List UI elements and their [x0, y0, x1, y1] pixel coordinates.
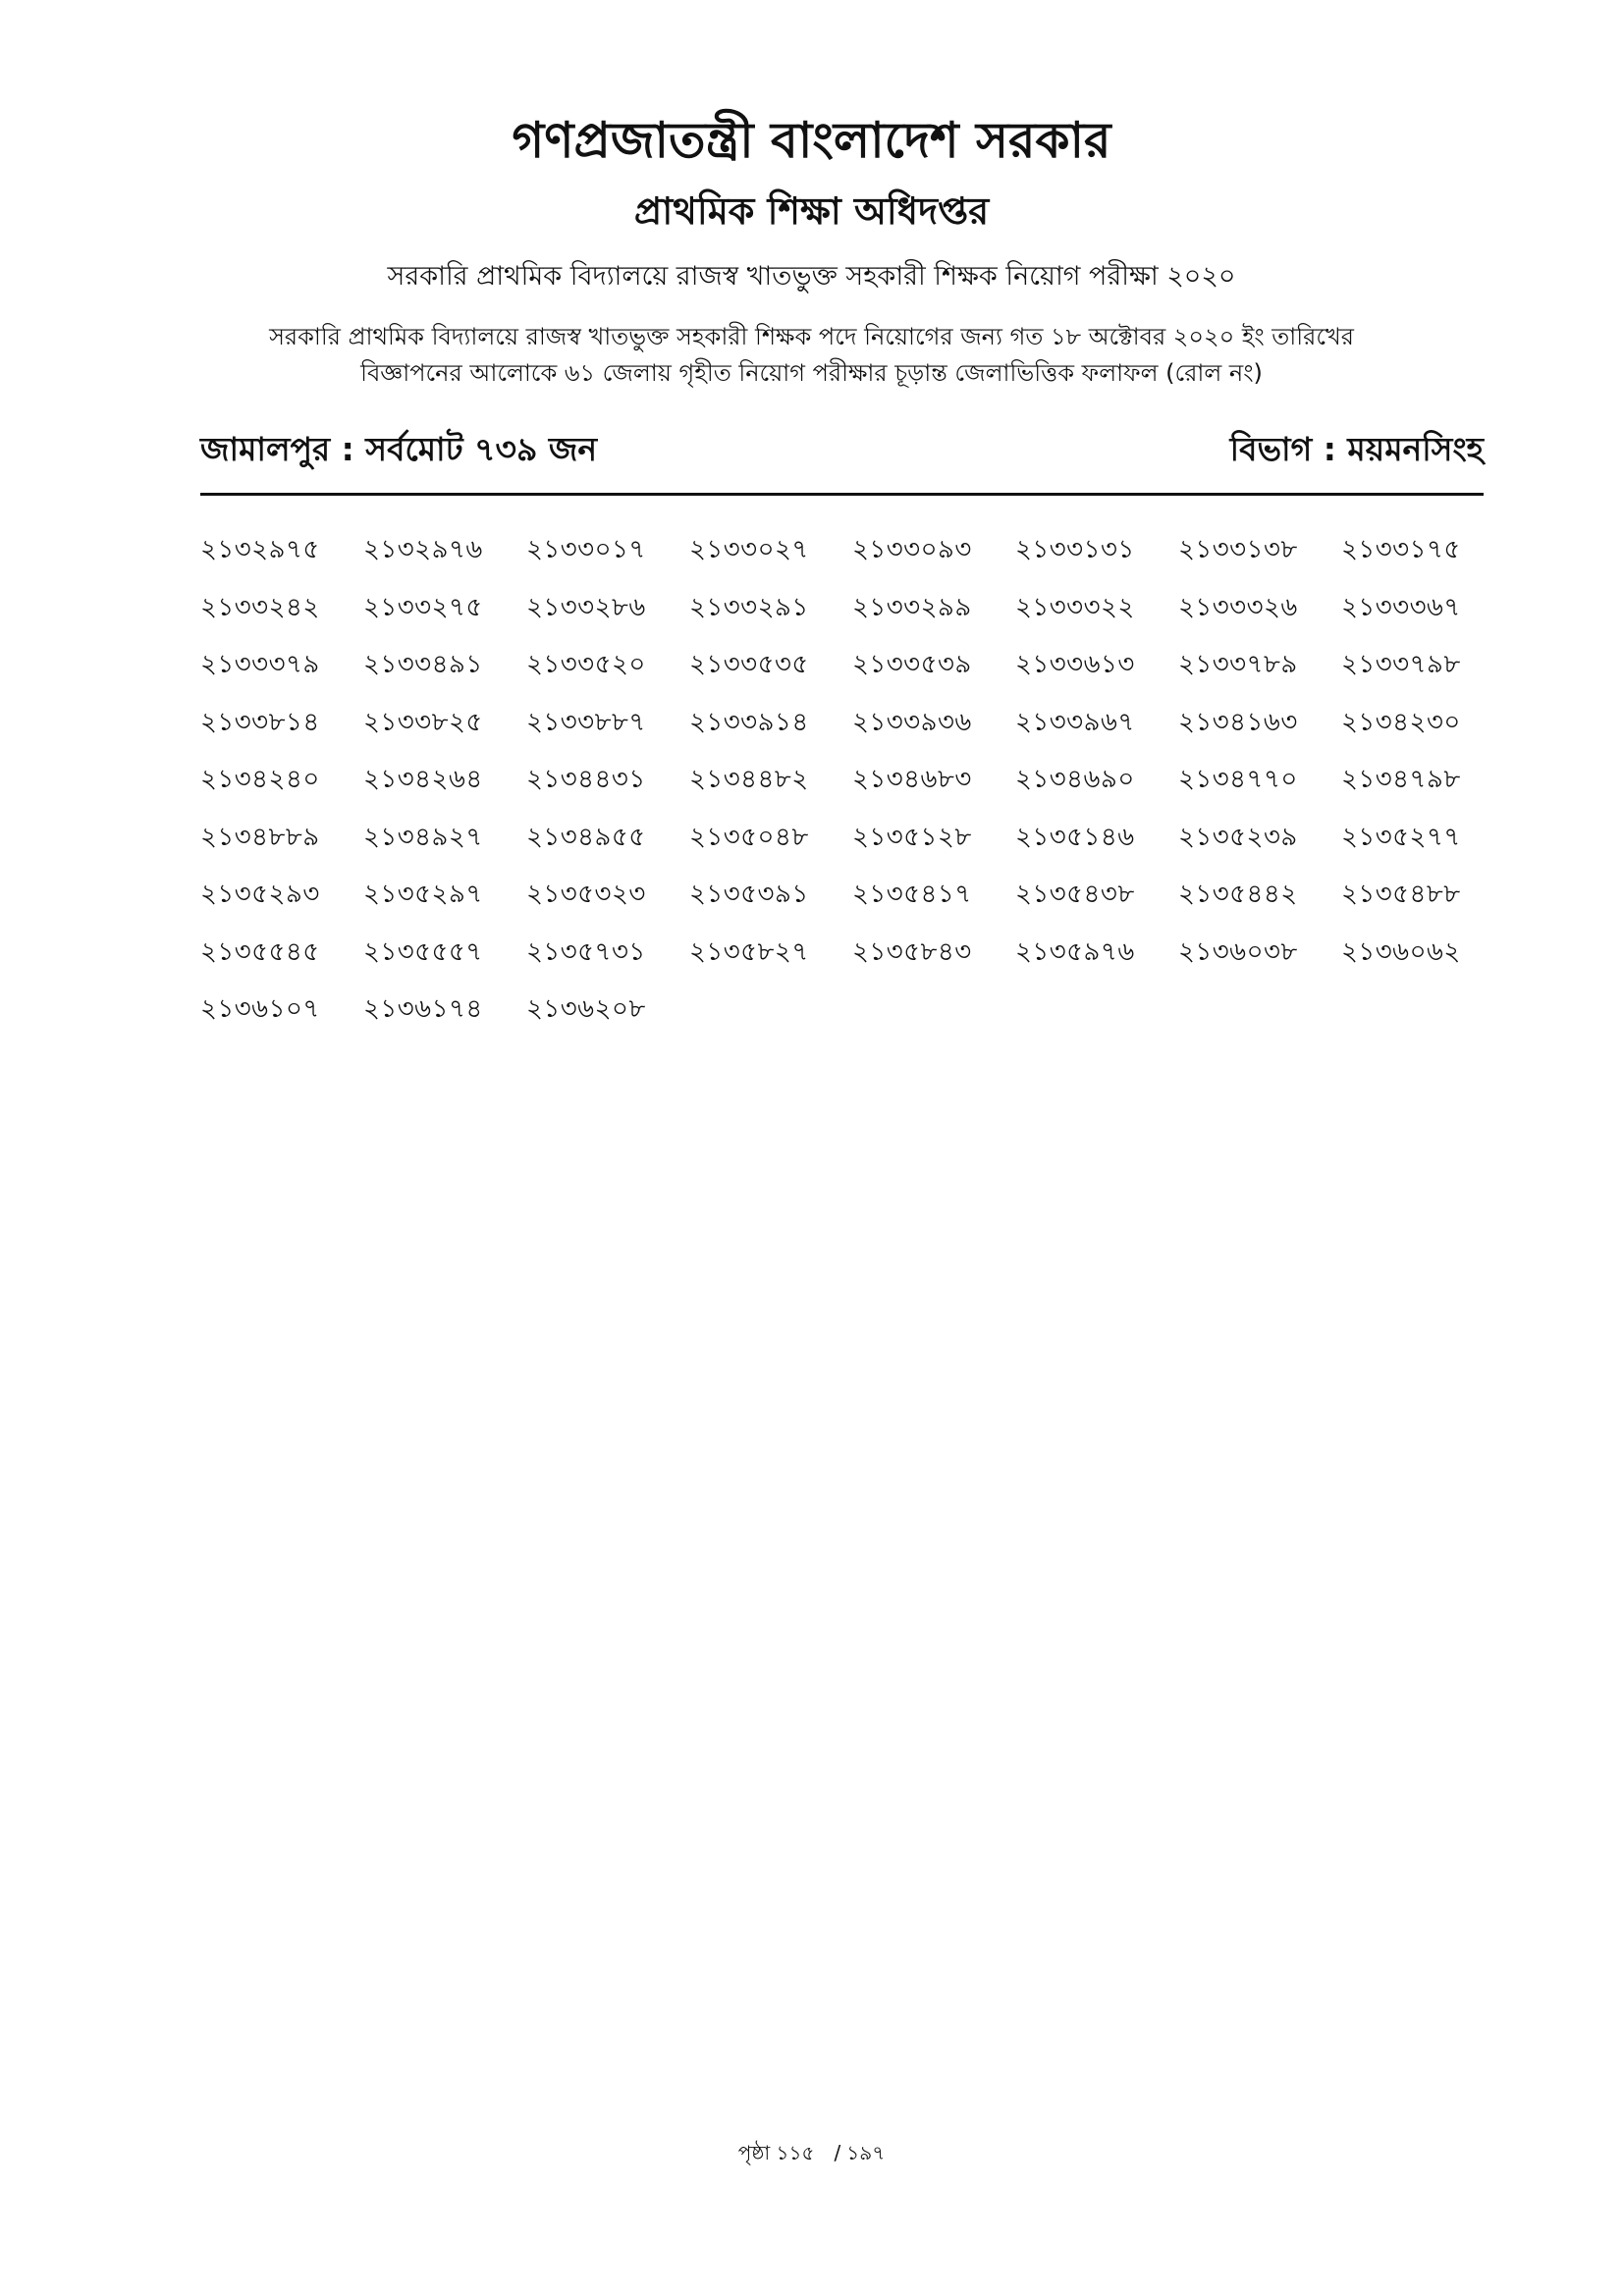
roll-number: ২১৩৩৯৬৭: [1015, 707, 1135, 737]
roll-number: ২১৩৫৪৪২: [1178, 880, 1298, 909]
roll-number: ২১৩৪২৬৪: [363, 765, 483, 794]
roll-number: ২১৩৩২৭৫: [363, 592, 483, 622]
roll-number: ২১৩৩৩৬৭: [1341, 592, 1461, 622]
roll-number: ২১৩৩৩২২: [1015, 592, 1135, 622]
roll-number: ২১৩২৯৭৫: [200, 535, 320, 564]
roll-number: ২১৩৫৯৭৬: [1015, 936, 1135, 967]
roll-number: ২১৩৫৪১৭: [852, 880, 972, 909]
total-pages: ১৯৭: [846, 2141, 886, 2164]
roll-number: ২১৩৩০৯৩: [852, 535, 972, 564]
roll-number: ২১৩৪৪৮২: [689, 765, 809, 794]
roll-number: ২১৩৫৪৮৮: [1341, 880, 1461, 909]
roll-number: ২১৩৩৫৩৫: [689, 650, 809, 679]
roll-number: ২১৩৫৭৩১: [526, 936, 646, 967]
roll-number: ২১৩৫৩২৩: [526, 880, 646, 909]
page-number: পৃষ্ঠা ১১৫: [737, 2141, 815, 2164]
roll-number: ২১৩৫৮২৭: [689, 936, 809, 967]
roll-number: ২১৩৩৯৩৬: [852, 707, 972, 737]
roll-number: ২১৩৩৮২৫: [363, 707, 483, 737]
roll-number: ২১৩৪৯২৭: [363, 822, 483, 852]
roll-number: ২১৩৩৮৮৭: [526, 707, 646, 737]
roll-number: ২১৩৬০৩৮: [1178, 936, 1298, 967]
roll-number: ২১৩৫১২৮: [852, 822, 972, 852]
roll-number: ২১৩৩২৪২: [200, 592, 320, 622]
roll-number: ২১৩৫৮৪৩: [852, 936, 972, 967]
roll-number: ২১৩৪২৩০: [1341, 707, 1461, 737]
exam-title: সরকারি প্রাথমিক বিদ্যালয়ে রাজস্ব খাতভুক্ত সহকারী শিক্ষক নিয়োগ পরীক্ষা ২০২০: [387, 261, 1236, 292]
division-label: বিভাগ : ময়মনসিংহ: [1229, 430, 1484, 468]
roll-number: ২১৩৫৩৯১: [689, 880, 809, 909]
roll-number: ২১৩৫৫৫৭: [363, 936, 483, 967]
roll-number: ২১৩৩৭৮৯: [1178, 650, 1298, 679]
roll-number: ২১৩৩২৮৬: [526, 592, 646, 622]
roll-number: ২১৩৩০১৭: [526, 535, 646, 564]
roll-number: ২১৩৩১৩১: [1015, 535, 1135, 564]
roll-number: ২১৩৫২৯৩: [200, 880, 320, 909]
district-summary: জামালপুর : সর্বমোট ৭৩৯ জন: [200, 430, 598, 468]
roll-number: ২১৩৩২৯৯: [852, 592, 972, 622]
roll-number-grid: [200, 528, 1496, 1045]
roll-number: ২১৩৩৪৯১: [363, 650, 483, 679]
roll-number: ২১৩৪৪৩১: [526, 765, 646, 794]
roll-number: ২১৩৩৭৯৮: [1341, 650, 1461, 679]
roll-number: ২১৩৩৯১৪: [689, 707, 809, 737]
district-header-bar: [200, 424, 1484, 496]
roll-number: ২১৩৩০২৭: [689, 535, 809, 564]
roll-number: ২১৩৫২৩৯: [1178, 822, 1298, 852]
roll-number: ২১৩৩৫২০: [526, 650, 646, 679]
roll-number: ২১৩৪৭৭০: [1178, 765, 1298, 794]
page-footer: [0, 2138, 1623, 2167]
roll-number: ২১৩৪৬৮৩: [852, 765, 972, 794]
roll-number: ২১৩৬১০৭: [200, 994, 320, 1024]
description-line-2: বিজ্ঞাপনের আলোকে ৬১ জেলায় গৃহীত নিয়োগ পরীক্ষার চূড়ান্ত জেলাভিত্তিক ফলাফল (রোল নং): [360, 359, 1263, 387]
roll-number: ২১৩৩১৭৫: [1341, 535, 1461, 564]
roll-number: ২১৩৫৫৪৫: [200, 936, 320, 967]
roll-number: ২১৩৫৪৩৮: [1015, 880, 1135, 909]
roll-number: ২১৩৪৭৯৮: [1341, 765, 1461, 794]
description-line-1: সরকারি প্রাথমিক বিদ্যালয়ে রাজস্ব খাতভুক্ত সহকারী শিক্ষক পদে নিয়োগের জন্য গত ১৮ অক্টোবর ২০২০ ইং তারিখের: [269, 323, 1354, 350]
roll-number: ২১৩৩২৯১: [689, 592, 809, 622]
roll-number: ২১৩৪১৬৩: [1178, 707, 1298, 737]
roll-number: ২১৩৬১৭৪: [363, 994, 483, 1024]
roll-number: ২১৩৫০৪৮: [689, 822, 809, 852]
roll-number: ২১৩৪৯৫৫: [526, 822, 646, 852]
roll-number: ২১৩৪৬৯০: [1015, 765, 1135, 794]
page-separator: /: [834, 2141, 841, 2164]
roll-number: ২১৩৫২৭৭: [1341, 822, 1461, 852]
roll-number: ২১৩৩৫৩৯: [852, 650, 972, 679]
roll-number: ২১৩৩৮১৪: [200, 707, 320, 737]
roll-number: ২১৩৩১৩৮: [1178, 535, 1298, 564]
roll-number: ২১৩৬২০৮: [526, 994, 646, 1024]
roll-number: ২১৩৬০৬২: [1341, 936, 1461, 967]
roll-number: ২১৩৩৩২৬: [1178, 592, 1298, 622]
government-title: গণপ্রজাতন্ত্রী বাংলাদেশ সরকার: [512, 112, 1111, 169]
roll-number: ২১৩৪৮৮৯: [200, 822, 320, 852]
department-title: প্রাথমিক শিক্ষা অধিদপ্তর: [633, 189, 990, 233]
roll-number: ২১৩৪২৪০: [200, 765, 320, 794]
roll-number: ২১৩৫১৪৬: [1015, 822, 1135, 852]
roll-number: ২১৩২৯৭৬: [363, 535, 483, 564]
roll-number: ২১৩৩৩৭৯: [200, 650, 320, 679]
roll-number: ২১৩৫২৯৭: [363, 880, 483, 909]
roll-number: ২১৩৩৬১৩: [1015, 650, 1135, 679]
